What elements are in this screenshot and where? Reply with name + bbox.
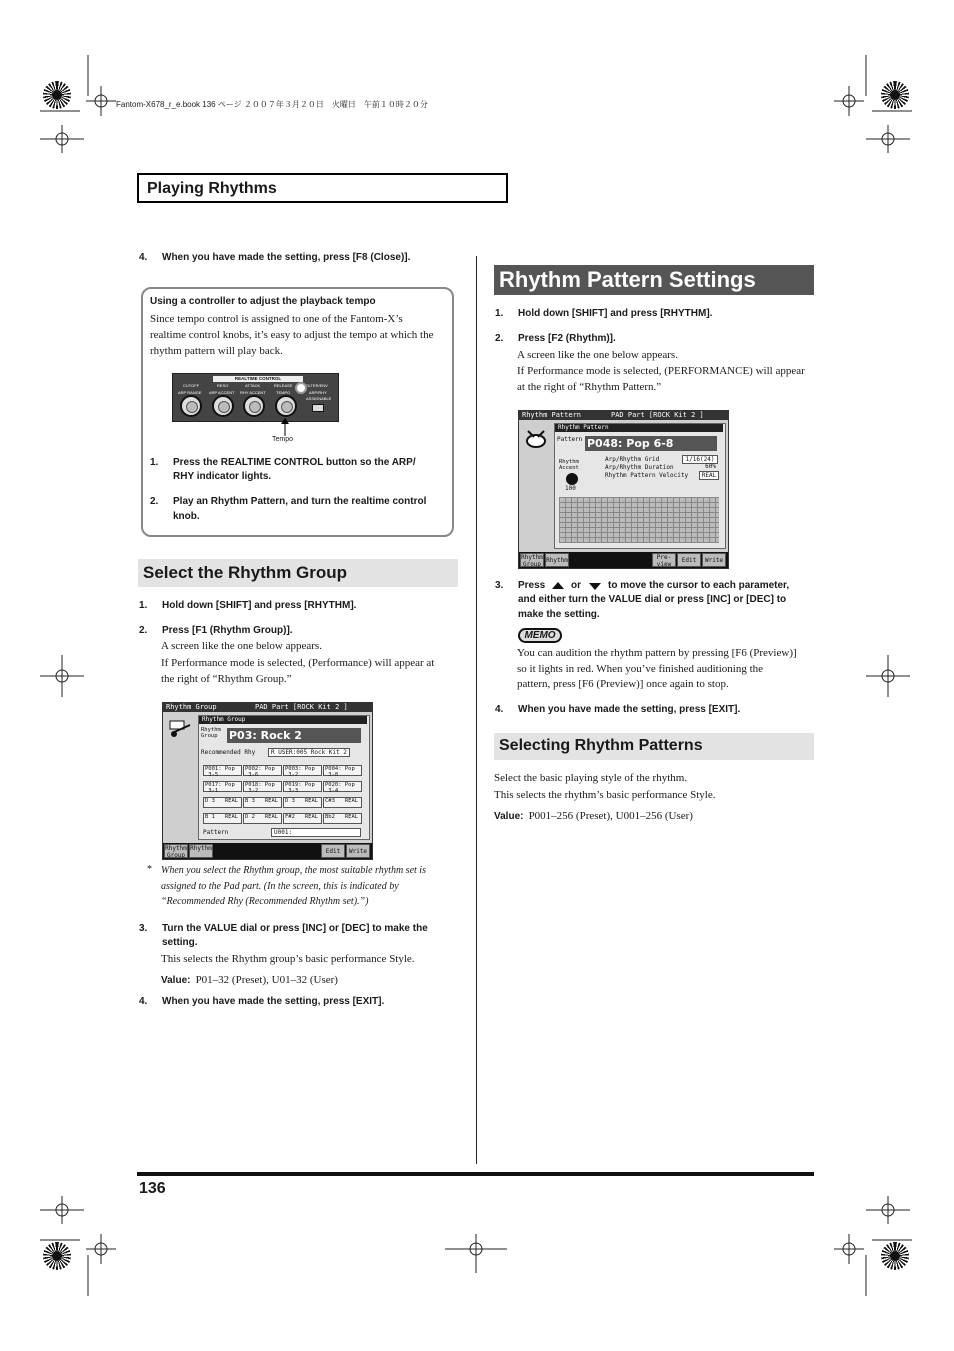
section-heading-rhythm-pattern-settings <box>494 265 814 295</box>
attack-knob[interactable] <box>243 395 265 417</box>
f2-rhythm-key[interactable]: Rhythm <box>189 844 213 858</box>
cutoff-knob[interactable] <box>180 395 202 417</box>
step-text-line-1: Play an Rhythm Pattern, and turn the realtime control <box>173 496 427 507</box>
step-press: Press <box>518 580 546 591</box>
step-text-line-2: RHY indicator lights. <box>173 471 272 482</box>
group-cell-8[interactable]: P020: Pop 3-4 <box>323 781 362 792</box>
panel-header: REALTIME CONTROL <box>213 376 303 382</box>
screen-title: Rhythm Pattern <box>522 411 582 419</box>
reso-knob[interactable] <box>212 395 234 417</box>
tempo-callout: Tempo <box>272 436 294 443</box>
label-cutoff: CUTOFF <box>183 383 200 388</box>
step-text-line-1: Press the REALTIME CONTROL button so the ARP/ <box>173 457 416 468</box>
pattern-grid <box>559 497 719 543</box>
value-label: Value: <box>494 811 524 822</box>
value-text: P001–256 (Preset), U001–256 (User) <box>528 810 693 822</box>
section-title: Selecting Rhythm Patterns <box>499 737 703 754</box>
pattern-value[interactable]: P048: Pop 6-8 <box>585 436 717 451</box>
step-number: 4. <box>139 252 148 263</box>
step-or: or <box>571 580 581 591</box>
screen-title-bar <box>163 703 372 712</box>
page-number: 136 <box>139 1180 166 1197</box>
step-text-line-2: knob. <box>173 511 200 522</box>
memo-line-1: You can audition the rhythm pattern by pressing [F6 (Preview)] <box>517 647 797 659</box>
accent-label: Rhythm Accent <box>559 459 579 471</box>
tempo-knob[interactable] <box>275 395 297 417</box>
group-cell-16[interactable]: Bb2 REAL <box>323 813 362 824</box>
step-number: 2. <box>139 625 148 636</box>
sub-body-1: Select the basic playing style of the rhythm. <box>494 772 688 784</box>
section-title: Select the Rhythm Group <box>143 563 348 582</box>
group-cell-7[interactable]: P019: Pop 3-3 <box>283 781 322 792</box>
step-text-line-2: setting. <box>162 937 198 948</box>
param-duration-label: Arp/Rhythm Duration <box>605 464 674 471</box>
step-text: Hold down [SHIFT] and press [RHYTHM]. <box>162 600 357 611</box>
f2-rhythm-key[interactable]: Rhythm <box>545 553 569 567</box>
rg-step-2-body-1: A screen like the one below appears. <box>161 640 322 652</box>
file-header: Fantom-X678_r_e.book 136 ページ ２００７年３月２０日 火曜日 午前１０時２０分 <box>116 100 428 109</box>
tip-body-line-3: rhythm pattern will play back. <box>150 345 283 357</box>
group-cell-14[interactable]: D 2 REAL <box>243 813 282 824</box>
note-line-2: assigned to the Pad part. (In the screen, this is indicated by <box>161 881 399 892</box>
footer-rule <box>137 1172 814 1176</box>
indicator-light <box>297 384 305 392</box>
group-cell-13[interactable]: B 1 REAL <box>203 813 242 824</box>
label-tempo: TEMPO <box>276 390 291 395</box>
step-number: 3. <box>495 580 504 591</box>
group-name-value[interactable]: P03: Rock 2 <box>227 728 361 743</box>
group-cell-11[interactable]: D 3 REAL <box>283 797 322 808</box>
memo-line-2: so it lights in red. When you’ve finished auditioning the <box>517 663 764 675</box>
rg-value-line <box>161 968 338 987</box>
step-number: 4. <box>495 704 504 715</box>
screen-title-bar <box>519 411 728 420</box>
f1-rhythm-group-key[interactable]: Rhythm Group <box>165 845 187 859</box>
param-grid-label: Arp/Rhythm Grid <box>605 456 660 463</box>
step-number: 2. <box>495 333 504 344</box>
realtime-control-panel <box>172 373 339 422</box>
f1-rhythm-group-key[interactable]: Rhythm Group <box>521 554 543 568</box>
rp-step-2-body-1: A screen like the one below appears. <box>517 349 678 361</box>
label-attack: ATTACK <box>245 383 261 388</box>
tip-body-line-2: realtime control knobs, it’s easy to adjust the tempo at which the <box>150 329 434 341</box>
screen-title-right: PAD Part [ROCK Kit 2 ] <box>611 411 704 419</box>
label-assignable: ASSIGNABLE <box>306 396 332 401</box>
rg-step-2-body-2a: If Performance mode is selected, (Performance) will appear at <box>161 657 435 669</box>
group-name-label: Rhythm Group <box>201 727 221 739</box>
memo-badge: MEMO <box>518 628 562 643</box>
group-cell-12[interactable]: C#3 REAL <box>323 797 362 808</box>
step-number: 4. <box>139 996 148 1007</box>
recommended-value: R USER:005 Rock Kit 2 <box>268 748 350 757</box>
pattern-value[interactable]: U001: <box>271 828 361 837</box>
group-cell-2[interactable]: P002: Pop 3-6 <box>243 765 282 776</box>
tip-body-line-1: Since tempo control is assigned to one of the Fantom-X’s <box>150 313 403 325</box>
rp-step-3 <box>495 579 805 623</box>
section-title: Rhythm Pattern Settings <box>499 267 756 292</box>
f7-edit-key[interactable]: Edit <box>677 553 701 567</box>
value-label: Value: <box>161 975 191 986</box>
step-text: Hold down [SHIFT] and press [RHYTHM]. <box>518 308 713 319</box>
rp-step-2-body-2a: If Performance mode is selected, (PERFORMANCE) will appear <box>517 365 805 377</box>
note-line-1: When you select the Rhythm group, the most suitable rhythm set is <box>161 865 426 876</box>
rhythm-group-screen <box>162 702 373 860</box>
panel-banner: Rhythm Group <box>199 716 367 724</box>
step-text: Press [F1 (Rhythm Group)]. <box>162 625 293 636</box>
step-text-line-1: to move the cursor to each parameter, <box>608 580 790 591</box>
note-line-3: “Recommended Rhy (Recommended Rhythm set).”) <box>161 896 369 907</box>
accent-knob-icon <box>566 473 578 485</box>
param-velocity-value[interactable]: REAL <box>699 471 719 480</box>
sub-body-2: This selects the rhythm’s basic performance Style. <box>494 789 716 801</box>
value-text: P01–32 (Preset), U01–32 (User) <box>195 974 338 986</box>
step-number: 1. <box>139 600 148 611</box>
label-arp-rhy: ARP/RHY <box>309 390 327 395</box>
tempo-callout-arrow <box>278 418 292 436</box>
step-text: When you have made the setting, press [EXIT]. <box>162 996 385 1007</box>
note-asterisk: * <box>147 864 152 875</box>
group-cell-1[interactable]: P001: Pop 3-5 <box>203 765 242 776</box>
f8-write-key[interactable]: Write <box>702 553 726 567</box>
rhythm-group-icon <box>168 719 192 739</box>
drum-icon <box>524 429 548 451</box>
step-text: Press [F2 (Rhythm)]. <box>518 333 616 344</box>
label-rhy-accent: RHY ACCENT <box>240 390 266 395</box>
f8-write-key[interactable]: Write <box>346 844 370 858</box>
rg-step-3-body: This selects the Rhythm group’s basic performance Style. <box>161 953 415 965</box>
running-head-box <box>137 173 508 203</box>
screen-title-right: PAD Part [ROCK Kit 2 ] <box>255 703 348 711</box>
step-number: 1. <box>150 457 159 468</box>
label-arp-range: ARP RANGE <box>178 390 202 395</box>
rg-step-2-body-2b: the right of “Rhythm Group.” <box>161 673 292 685</box>
step-number: 1. <box>495 308 504 319</box>
group-cell-9[interactable]: D 3 REAL <box>203 797 242 808</box>
group-cell-15[interactable]: F#2 REAL <box>283 813 322 824</box>
step-text: When you have made the setting, press [EXIT]. <box>518 704 741 715</box>
accent-value: 100 <box>565 485 576 492</box>
column-divider <box>476 256 477 1164</box>
running-head: Playing Rhythms <box>147 180 277 197</box>
cursor-down-icon <box>589 583 601 590</box>
recommended-label: Recommended Rhy <box>201 749 256 756</box>
section-heading-selecting-patterns <box>494 733 814 760</box>
rp-step-2-body-2b: at the right of “Rhythm Pattern.” <box>517 381 662 393</box>
sub-value-line <box>494 804 693 823</box>
group-cell-3[interactable]: P003: Pop 3-2 <box>283 765 322 776</box>
label-reso: RESO <box>217 383 229 388</box>
rhythm-pattern-screen <box>518 410 729 569</box>
step-number: 3. <box>139 923 148 934</box>
step-text-line-3: make the setting. <box>518 609 600 620</box>
step-text-line-1: Turn the VALUE dial or press [INC] or [DEC] to make the <box>162 923 428 934</box>
memo-line-3: pattern, press [F6 (Preview)] once again to stop. <box>517 678 729 690</box>
f6-preview-key[interactable]: Pre-view <box>652 553 676 567</box>
label-filter-env: FILTER/ENV <box>305 383 328 388</box>
cursor-up-icon <box>552 582 564 589</box>
group-cell-5[interactable]: P017: Pop 3-1 <box>203 781 242 792</box>
screen-title: Rhythm Group <box>166 703 217 711</box>
label-release: RELEASE <box>274 383 293 388</box>
f7-edit-key[interactable]: Edit <box>321 844 345 858</box>
param-velocity-label: Rhythm Pattern Velocity <box>605 472 689 479</box>
group-cell-10[interactable]: B 3 REAL <box>243 797 282 808</box>
panel-banner: Rhythm Pattern <box>555 424 723 432</box>
group-cell-4[interactable]: P004: Pop 3-8 <box>323 765 362 776</box>
section-heading-rhythm-group <box>138 559 458 587</box>
realtime-control-button[interactable] <box>312 404 324 412</box>
group-cell-6[interactable]: P018: Pop 3-2 <box>243 781 282 792</box>
param-grid-value[interactable]: 1/16(24) <box>682 455 718 464</box>
pattern-label: Pattern <box>557 436 583 443</box>
tip-title: Using a controller to adjust the playback tempo <box>150 296 376 307</box>
step-number: 2. <box>150 496 159 507</box>
param-duration-value[interactable]: 60% <box>705 463 716 470</box>
label-arp-accent: ARP ACCENT <box>209 390 235 395</box>
step-text: When you have made the setting, press [F8 (Close)]. <box>162 252 411 263</box>
step-text-line-2: and either turn the VALUE dial or press [INC] or [DEC] to <box>518 594 787 605</box>
pattern-label: Pattern <box>203 829 229 836</box>
